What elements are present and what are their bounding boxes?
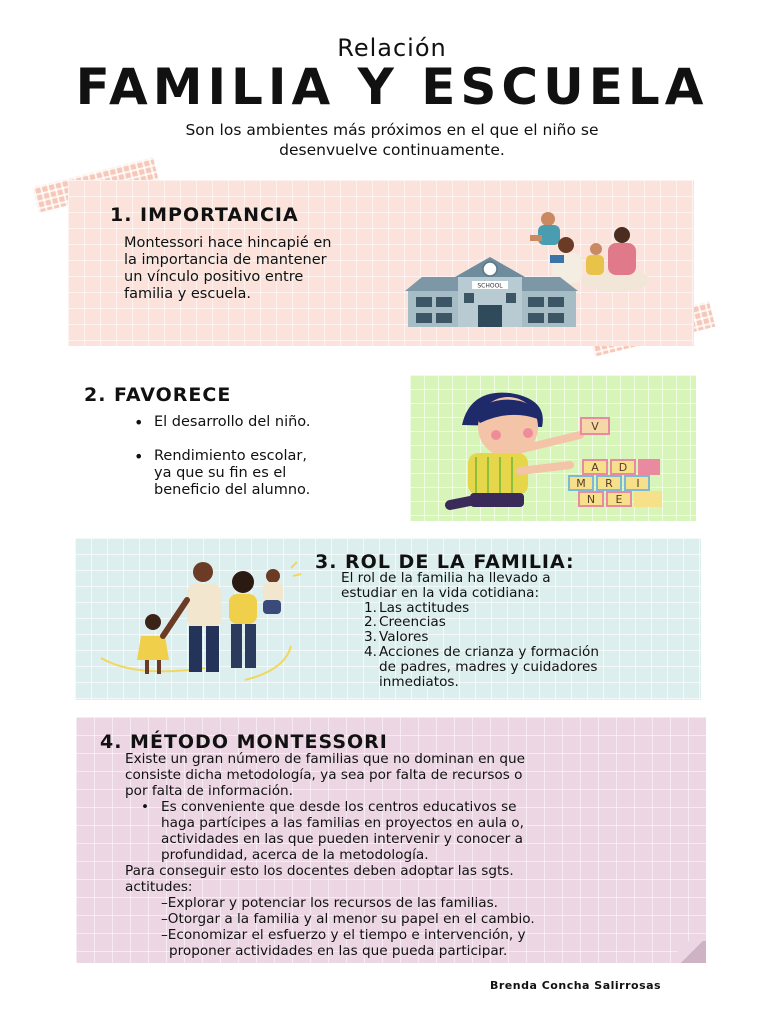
favorece-heading: 2. FAVORECE [84, 384, 232, 406]
item-text: Valores [379, 629, 429, 646]
text-line: la importancia de mantener [124, 252, 327, 268]
svg-text:E: E [615, 493, 623, 506]
text-line: un vínculo positivo entre [124, 269, 304, 285]
item-text: Creencias [379, 614, 446, 631]
text-line: por falta de información. [125, 783, 293, 799]
svg-text:I: I [636, 477, 640, 490]
list-item [341, 615, 599, 630]
item-text: Las actitudes [379, 599, 470, 616]
text-line: • Rendimiento escolar, [154, 448, 308, 464]
text-line: ya que su fin es el [154, 465, 287, 481]
page-subtitle: Relación [337, 34, 447, 62]
text-line: –Explorar y potenciar los recursos de las familias. [161, 895, 498, 911]
item-number: 3. [364, 629, 377, 646]
text-line: consiste dicha metodología, ya sea por falta de recursos o [125, 767, 523, 783]
item-text: Acciones de crianza y formación [379, 643, 599, 660]
item-number: 1. [364, 599, 377, 616]
list-item [341, 645, 599, 689]
importancia-text [124, 235, 331, 303]
family-icon [101, 562, 301, 680]
list-item [341, 601, 599, 616]
svg-text:D: D [618, 461, 628, 474]
text-line: Existe un gran número de familias que no dominan en que [125, 751, 525, 767]
list-item [128, 448, 388, 499]
svg-text:R: R [605, 477, 613, 490]
text-line: beneficio del alumno. [154, 482, 311, 498]
item-text: de padres, madres y cuidadores [379, 658, 598, 675]
item-text: inmediatos. [379, 673, 459, 690]
text-line: El rol de la familia ha llevado a [341, 570, 551, 586]
text-line: Montessori hace hincapié en [124, 235, 332, 251]
importancia-heading: 1. IMPORTANCIA [110, 204, 299, 226]
text-line: profundidad, acerca de la metodología. [161, 847, 429, 863]
school-family-illustration [400, 205, 670, 330]
svg-text:M: M [576, 477, 586, 490]
metodo-heading: 4. MÉTODO MONTESSORI [100, 731, 388, 753]
text-line: actividades en las que pueden intervenir y conocer a [161, 831, 523, 847]
intro-text [0, 120, 768, 160]
favorece-list [128, 414, 388, 499]
text-line: actitudes: [125, 879, 193, 895]
svg-text:A: A [591, 461, 599, 474]
text-line: –Economizar el esfuerzo y el tiempo e intervención, y [161, 927, 526, 943]
child-icon [450, 393, 580, 507]
bullet-dot: • [141, 799, 150, 815]
svg-text:V: V [591, 420, 599, 433]
page-curl [678, 941, 706, 963]
text-line: familia y escuela. [124, 286, 251, 302]
page-title: FAMILIA Y ESCUELA [75, 58, 709, 116]
svg-text:N: N [586, 493, 596, 506]
rol-heading: 3. ROL DE LA FAMILIA: [315, 551, 575, 573]
text-line: Para conseguir esto los docentes deben adoptar las sgts. [125, 863, 514, 879]
child-blocks-illustration [410, 375, 696, 521]
text-line: proponer actividades en las que pueda participar. [169, 943, 508, 959]
item-number: 2. [364, 614, 377, 631]
letter-blocks-icon [568, 417, 662, 507]
item-number: 4. [364, 643, 377, 660]
text-line: haga partícipes a las familias en proyectos en aula o, [161, 815, 524, 831]
rol-text [341, 571, 599, 689]
text-line: –Otorgar a la familia y al menor su papel en el cambio. [161, 911, 535, 927]
text-line: estudiar en la vida cotidiana: [341, 584, 540, 601]
text-line: Es conveniente que desde los centros educativos se [161, 799, 517, 815]
author-credit: Brenda Concha Salirrosas [490, 979, 662, 992]
school-sign: SCHOOL [477, 282, 503, 290]
list-item [341, 630, 599, 645]
rol-list [341, 601, 599, 690]
list-item [128, 414, 388, 431]
metodo-text [125, 751, 535, 959]
family-illustration [95, 560, 305, 690]
dash-list [125, 895, 535, 959]
list-item [125, 799, 535, 863]
intro-line: Son los ambientes más próximos en el que el niño se [185, 121, 599, 139]
list-item-text: El desarrollo del niño. [154, 414, 311, 430]
intro-line: desenvuelve continuamente. [279, 141, 505, 159]
